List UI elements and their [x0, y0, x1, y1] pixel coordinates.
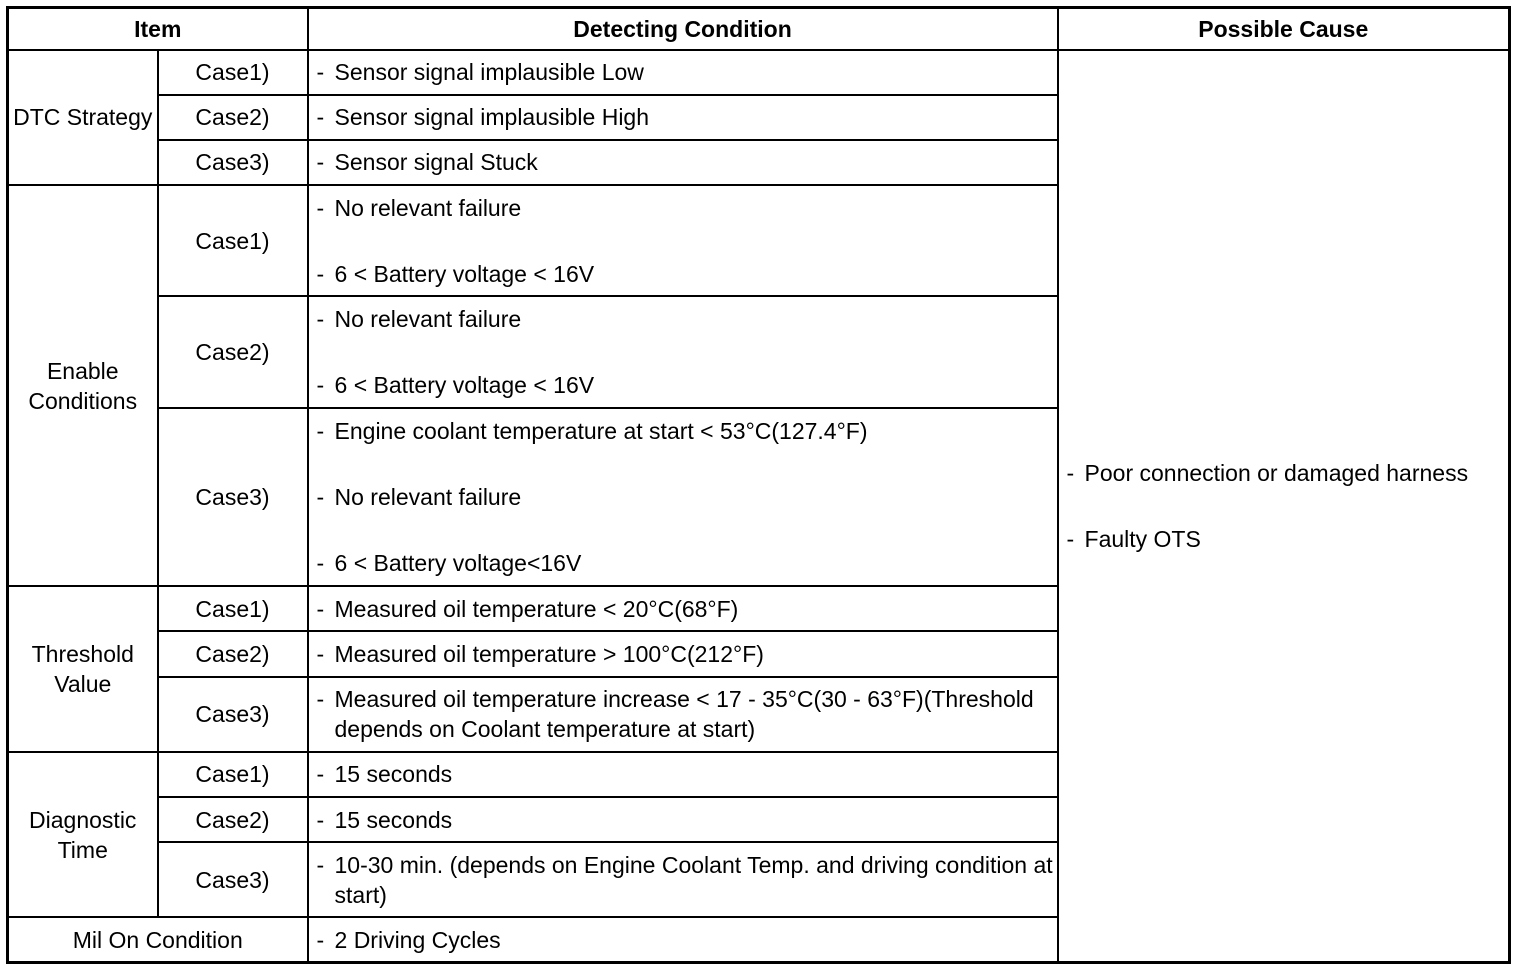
dash: - — [316, 418, 325, 444]
header-item: Item — [8, 8, 308, 50]
dash: - — [316, 595, 325, 622]
header-cause: Possible Cause — [1058, 8, 1510, 50]
case-label: Case2) — [158, 95, 308, 140]
group-label-text: DTC Strategy — [13, 104, 153, 131]
case-label: Case3) — [158, 140, 308, 185]
case-label: Case3) — [158, 842, 308, 917]
dash: - — [316, 484, 325, 510]
condition-text: Measured oil temperature increase < 17 - 35°C(30 - 63°F)(Threshold depends on Coolant temperature at start) — [334, 686, 1034, 743]
group-label-diag — [8, 752, 158, 918]
dash: - — [316, 149, 325, 176]
case-label: Case2) — [158, 631, 308, 676]
condition-text: No relevant failure — [334, 194, 522, 221]
dash: - — [316, 372, 325, 399]
group-label-enable — [8, 185, 158, 586]
condition-text: Measured oil temperature > 100°C(212°F) — [334, 640, 764, 667]
table-row — [8, 50, 1510, 95]
dash: - — [316, 306, 325, 333]
dash: - — [316, 550, 325, 576]
condition-text: 6 < Battery voltage<16V — [334, 550, 582, 576]
condition-text: Engine coolant temperature at start < 53°C(127.4°F) — [334, 418, 868, 444]
condition-text: Measured oil temperature < 20°C(68°F) — [334, 595, 739, 622]
condition-text: Sensor signal implausible High — [334, 104, 650, 131]
dash: - — [1066, 459, 1075, 486]
condition-text: 15 seconds — [334, 806, 453, 833]
dash: - — [316, 260, 325, 287]
group-label-mil: Mil On Condition — [8, 917, 308, 962]
condition-cell — [308, 797, 1058, 842]
group-label-text: Diagnostic Time — [29, 806, 137, 863]
condition-text: 10-30 min. (depends on Engine Coolant Temp. and driving condition at start) — [334, 851, 1053, 908]
dash: - — [316, 59, 325, 86]
case-label: Case1) — [158, 586, 308, 631]
header-row — [8, 8, 1510, 50]
dash: - — [316, 806, 325, 833]
condition-text: No relevant failure — [334, 306, 522, 333]
condition-text: 15 seconds — [334, 761, 453, 788]
case-label: Case3) — [158, 408, 308, 587]
case-label: Case1) — [158, 185, 308, 296]
dash: - — [316, 194, 325, 221]
spec-table — [6, 6, 1511, 964]
condition-cell — [308, 631, 1058, 676]
case-label: Case2) — [158, 797, 308, 842]
condition-text: No relevant failure — [334, 484, 522, 510]
dash: - — [316, 761, 325, 788]
header-detecting: Detecting Condition — [308, 8, 1058, 50]
possible-cause-cell — [1058, 50, 1510, 963]
group-label-threshold — [8, 586, 158, 752]
group-label-text: Enable Conditions — [28, 357, 138, 414]
dash: - — [316, 686, 325, 713]
dash: - — [1066, 525, 1075, 552]
case-label: Case2) — [158, 296, 308, 407]
condition-text: 2 Driving Cycles — [334, 926, 501, 953]
condition-cell — [308, 752, 1058, 797]
condition-cell — [308, 185, 1058, 296]
dash: - — [316, 851, 325, 878]
condition-text: Sensor signal implausible Low — [334, 59, 644, 86]
condition-cell — [308, 140, 1058, 185]
condition-cell — [308, 296, 1058, 407]
condition-text: 6 < Battery voltage < 16V — [334, 372, 595, 399]
group-label-text: Threshold Value — [31, 641, 134, 698]
case-label: Case1) — [158, 50, 308, 95]
condition-cell — [308, 677, 1058, 752]
group-label-dtc — [8, 50, 158, 185]
condition-cell — [308, 917, 1058, 962]
case-label: Case3) — [158, 677, 308, 752]
case-label: Case1) — [158, 752, 308, 797]
dash: - — [316, 926, 325, 953]
condition-cell — [308, 95, 1058, 140]
condition-cell — [308, 50, 1058, 95]
condition-cell — [308, 408, 1058, 587]
dash: - — [316, 640, 325, 667]
cause-text: Poor connection or damaged harness — [1084, 459, 1469, 486]
dash: - — [316, 104, 325, 131]
cause-text: Faulty OTS — [1084, 525, 1201, 552]
condition-cell — [308, 842, 1058, 917]
condition-text: Sensor signal Stuck — [334, 149, 538, 176]
condition-cell — [308, 586, 1058, 631]
condition-text: 6 < Battery voltage < 16V — [334, 260, 595, 287]
